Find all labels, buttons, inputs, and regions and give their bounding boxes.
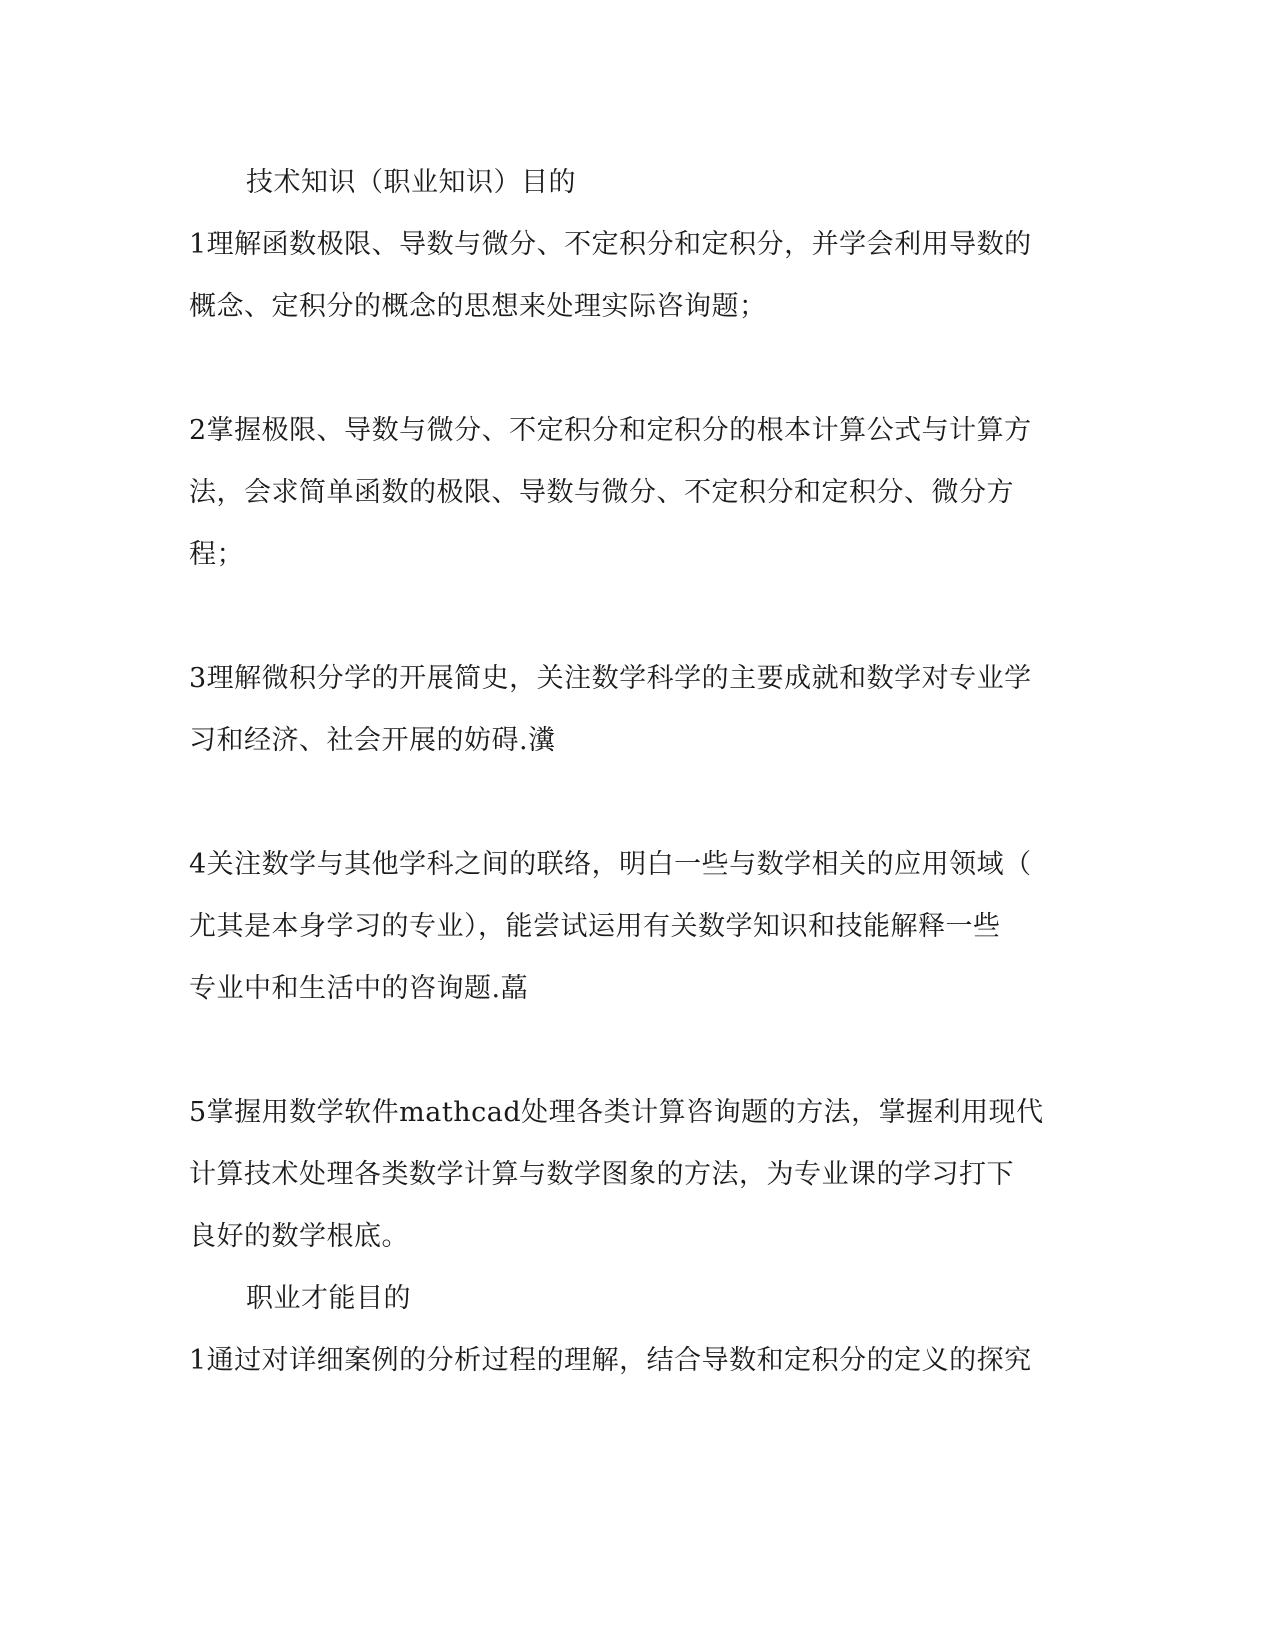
technical-item-2-line-1: 2掌握极限、导数与微分、不定积分和定积分的根本计算公式与计算方	[189, 415, 1032, 446]
vocational-item-1-line-1: 1通过对详细案例的分析过程的理解，结合导数和定积分的定义的探究	[189, 1345, 1032, 1376]
technical-item-4-line-3: 专业中和生活中的咨询题.藠	[189, 973, 529, 1004]
technical-item-3-line-1: 3理解微积分学的开展简史，关注数学科学的主要成就和数学对专业学	[189, 663, 1032, 694]
technical-item-1-line-1: 1理解函数极限、导数与微分、不定积分和定积分，并学会利用导数的	[189, 229, 1032, 260]
technical-item-2-line-2: 法，会求简单函数的极限、导数与微分、不定积分和定积分、微分方	[189, 477, 1014, 508]
technical-item-4-line-2: 尤其是本身学习的专业），能尝试运用有关数学知识和技能解释一些	[189, 911, 1001, 942]
technical-item-3-line-2: 习和经济、社会开展的妨碍.瀵	[189, 725, 556, 756]
technical-item-1-line-2: 概念、定积分的概念的思想来处理实际咨询题；	[189, 291, 767, 322]
technical-item-5-line-2: 计算技术处理各类数学计算与数学图象的方法，为专业课的学习打下	[189, 1159, 1014, 1190]
heading-technical-knowledge: 技术知识（职业知识）目的	[246, 167, 576, 198]
technical-item-4-line-1: 4关注数学与其他学科之间的联络，明白一些与数学相关的应用领域（	[189, 849, 1032, 880]
heading-vocational-ability: 职业才能目的	[246, 1283, 411, 1314]
technical-item-5-line-3: 良好的数学根底。	[189, 1221, 409, 1252]
technical-item-2-line-3: 程；	[189, 539, 244, 570]
technical-item-5-line-1: 5掌握用数学软件mathcad处理各类计算咨询题的方法，掌握利用现代	[189, 1097, 1044, 1128]
